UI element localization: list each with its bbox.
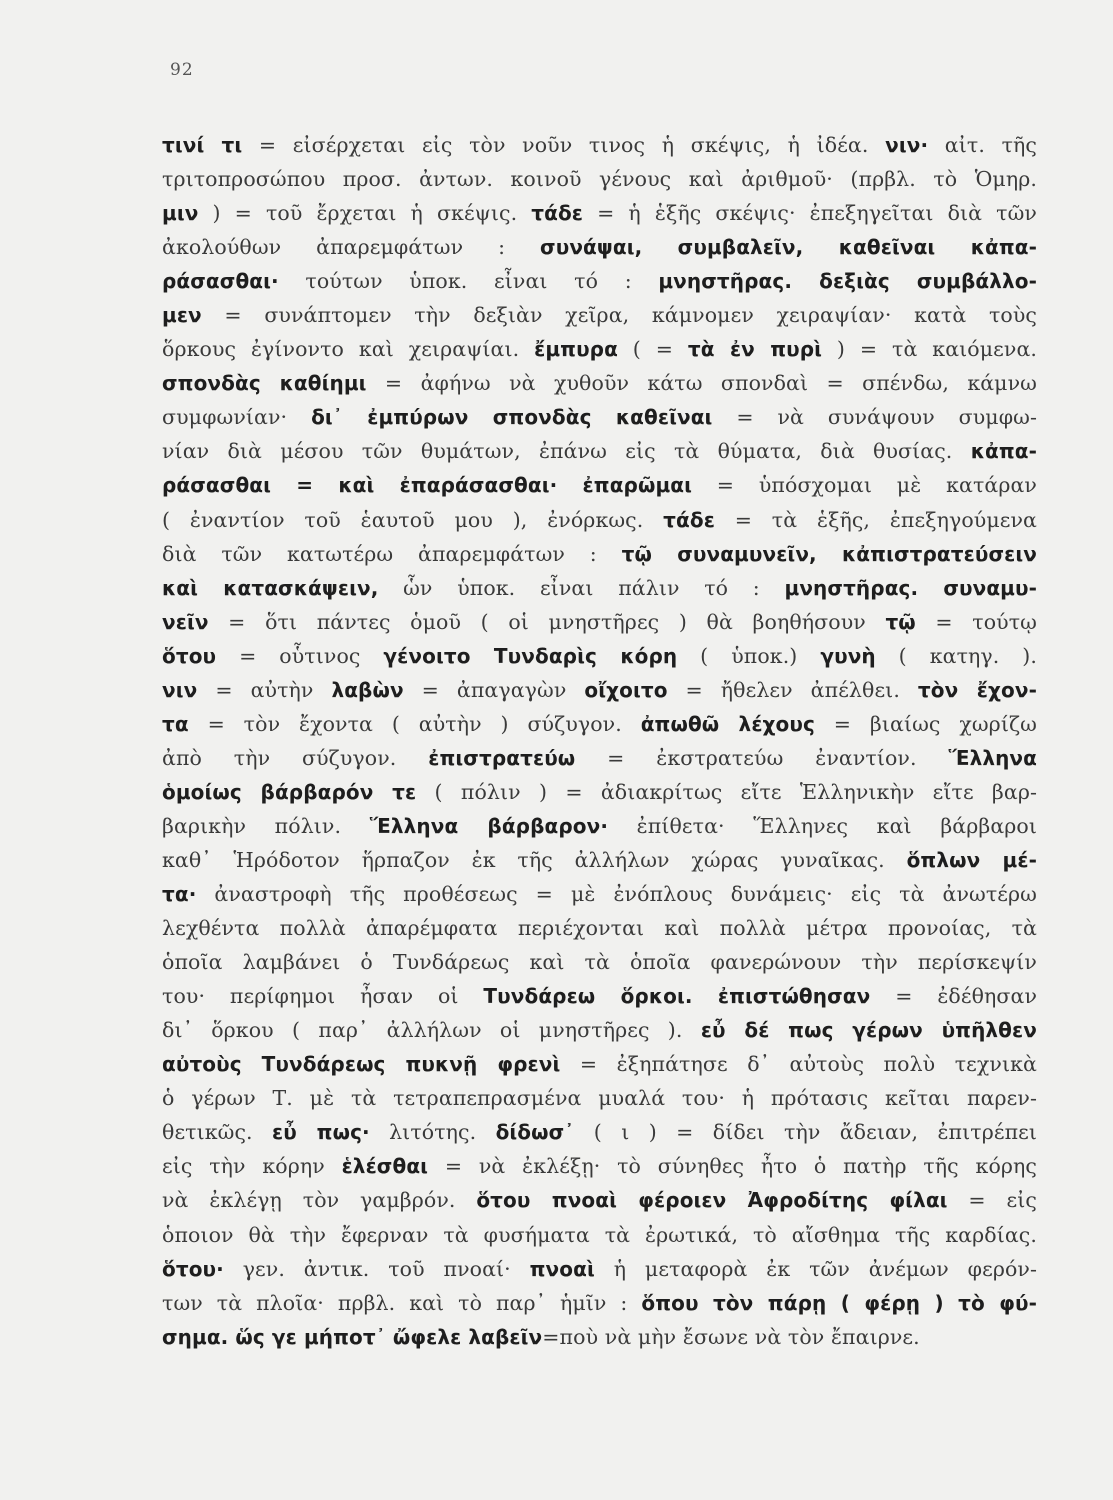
bold-lemma: ράσασθαι· [162, 269, 279, 294]
bold-lemma: νιν [162, 677, 198, 702]
text-line [162, 605, 1037, 639]
bold-lemma: μιν [162, 201, 199, 226]
text-line [162, 400, 1037, 434]
bold-lemma: σπονδὰς καθίημι [162, 371, 367, 396]
gloss-text: ( κατηγ. ). [875, 643, 1037, 668]
gloss-text: δι᾽ ὅρκου ( παρ᾽ ἀλλήλων οἱ μνηστῆρες ). [162, 1018, 701, 1043]
text-line [162, 1320, 1037, 1354]
text-line [162, 1183, 1037, 1217]
bold-lemma: τάδε [663, 507, 715, 532]
gloss-text: =ποὺ νὰ μὴν ἔσωνε νὰ τὸν ἔπαιρνε. [542, 1324, 920, 1349]
bold-lemma: οἴχοιτο [584, 677, 668, 702]
text-line [162, 1013, 1037, 1047]
bold-lemma: καὶ κατασκάψειν, [162, 575, 379, 600]
gloss-text: ἀναστροφὴ τῆς προθέσεως = μὲ ἐνόπλους δυνάμεις· εἰς τὰ ἀνωτέρω [196, 882, 1037, 907]
gloss-text: νὰ ἐκλέγῃ τὸν γαμβρόν. [162, 1188, 477, 1213]
gloss-text: ( = [617, 337, 688, 362]
text-line [162, 1218, 1037, 1252]
gloss-text: = τούτῳ [915, 609, 1037, 634]
gloss-text: ἐπίθετα· Ἕλληνες καὶ βάρβαροι [608, 813, 1037, 838]
bold-lemma: ὅτου πνοαὶ φέροιεν Ἀφροδίτης φίλαι [476, 1188, 948, 1213]
bold-lemma: δι᾽ ἐμπύρων σπονδὰς καθεῖναι [311, 405, 713, 430]
gloss-text: του· περίφημοι ἦσαν οἱ [162, 984, 484, 1009]
text-line [162, 537, 1037, 571]
gloss-text: διὰ τῶν κατωτέρω ἀπαρεμφάτων : [162, 541, 622, 566]
gloss-text: = νὰ συνάψουν συμφω- [712, 405, 1037, 430]
bold-lemma: ἀπωθῶ λέχους [640, 711, 815, 736]
text-line [162, 707, 1037, 741]
gloss-text: αἰτ. τῆς [928, 133, 1037, 157]
bold-lemma: γυνὴ [820, 643, 876, 668]
gloss-text: θετικῶς. [162, 1120, 273, 1145]
gloss-text: ὁποῖα λαμβάνει ὁ Τυνδάρεως καὶ τὰ ὁποῖα φανερώνουν τὴν περίσκεψίν [162, 950, 1037, 975]
bold-lemma: μνηστῆρας. δεξιὰς συμβάλλο- [658, 269, 1037, 294]
text-line [162, 1252, 1037, 1286]
text-line [162, 571, 1037, 605]
bold-lemma: Ἕλληνα [948, 745, 1037, 770]
gloss-text: λιτότης. [369, 1120, 496, 1145]
bold-lemma: Ἕλληνα βάρβαρον· [369, 813, 609, 838]
gloss-text: καθ᾽ Ἡρόδοτον ἥρπαζον ἐκ τῆς ἀλλήλων χώρας γυναῖκας. [162, 847, 907, 872]
text-line [162, 979, 1037, 1013]
gloss-text: = ἀφήνω νὰ χυθοῦν κάτω σπονδαὶ = σπένδω, κάμνω [366, 371, 1037, 396]
bold-lemma: τῷ συναμυνεῖν, κἀπιστρατεύσειν [621, 541, 1037, 566]
bold-lemma: λαβὼν [331, 677, 404, 702]
text-line [162, 162, 1037, 196]
text-line [162, 1149, 1037, 1183]
bold-lemma: μνηστῆρας. συναμυ- [784, 575, 1037, 600]
text-line [162, 332, 1037, 366]
gloss-text: = νὰ ἐκλέξῃ· τὸ σύνηθες ἦτο ὁ πατὴρ τῆς κόρης [428, 1154, 1037, 1179]
gloss-text: βαρικὴν πόλιν. [162, 813, 370, 838]
gloss-text: λεχθέντα πολλὰ ἀπαρέμφατα περιέχονται καὶ πολλὰ μέτρα προνοίας, τὰ [162, 916, 1037, 941]
gloss-text: = ἐκστρατεύω ἐναντίον. [575, 745, 949, 770]
text-line [162, 639, 1037, 673]
commentary-text [162, 128, 1037, 1354]
bold-lemma: κἀπα- [970, 439, 1037, 464]
gloss-text: ἀκολούθων ἀπαρεμφάτων : [162, 235, 541, 260]
gloss-text: ὧν ὑποκ. εἶναι πάλιν τό : [378, 575, 785, 600]
text-line [162, 1286, 1037, 1320]
text-line [162, 945, 1037, 979]
bold-lemma: νιν· [885, 133, 929, 157]
text-line [162, 843, 1037, 877]
gloss-text: = τὸν ἔχοντα ( αὐτὴν ) σύζυγον. [188, 711, 641, 736]
gloss-text: συμφωνίαν· [162, 405, 312, 430]
gloss-text: = ἤθελεν ἀπέλθει. [667, 677, 918, 702]
gloss-text: = ἡ ἑξῆς σκέψις· ἐπεξηγεῖται διὰ τῶν [583, 201, 1037, 226]
gloss-text: ( ι ) = δίδει τὴν ἄδειαν, ἐπιτρέπει [574, 1120, 1037, 1145]
text-line [162, 911, 1037, 945]
text-line [162, 230, 1037, 264]
page-number: 92 [170, 60, 194, 80]
gloss-text: = ὑπόσχομαι μὲ κατάραν [692, 473, 1037, 498]
gloss-text: = εἰσέρχεται εἰς τὸν νοῦν τινος ἡ σκέψις, ἡ ἰδέα. [242, 133, 886, 157]
gloss-text: ) = τὰ καιόμενα. [822, 337, 1037, 362]
bold-lemma: πνοαὶ [529, 1256, 595, 1281]
text-line [162, 775, 1037, 809]
gloss-text: ἀπὸ τὴν σύζυγον. [162, 745, 429, 770]
bold-lemma: εὖ δέ πως γέρων ὑπῆλθεν [700, 1018, 1037, 1043]
bold-lemma: μεν [162, 303, 202, 328]
bold-lemma: ὅτου [162, 643, 217, 668]
bold-lemma: δίδωσ᾽ [495, 1120, 575, 1145]
text-line [162, 128, 1037, 162]
text-line [162, 298, 1037, 332]
bold-lemma: νεῖν [162, 609, 209, 634]
bold-lemma: τῷ [885, 609, 916, 634]
gloss-text: = εἰς [947, 1188, 1037, 1213]
bold-lemma: τα· [162, 882, 197, 907]
gloss-text: ὁ γέρων Τ. μὲ τὰ τετραπεπρασμένα μυαλά του· ἡ πρότασις κεῖται παρεν- [162, 1086, 1037, 1111]
text-line [162, 434, 1037, 468]
gloss-text: τούτων ὑποκ. εἶναι τό : [278, 269, 659, 294]
text-line [162, 468, 1037, 502]
bold-lemma: τὸν ἔχον- [917, 677, 1037, 702]
text-line [162, 366, 1037, 400]
bold-lemma: ἔμπυρα [534, 337, 618, 362]
gloss-text: ( ἐναντίον τοῦ ἑαυτοῦ μου ), ἐνόρκως. [162, 507, 664, 532]
text-line [162, 809, 1037, 843]
bold-lemma: ὅπλων μέ- [906, 847, 1037, 872]
gloss-text: = οὗτινος [216, 643, 384, 668]
gloss-text: ( ὑποκ.) [677, 643, 821, 668]
bold-lemma: τάδε [531, 201, 584, 226]
gloss-text: νίαν διὰ μέσου τῶν θυμάτων, ἐπάνω εἰς τὰ θύματα, διὰ θυσίας. [162, 439, 971, 464]
text-line [162, 196, 1037, 230]
text-line [162, 1047, 1037, 1081]
bold-lemma: ἐπιστρατεύω [428, 745, 576, 770]
bold-lemma: εὖ πως· [272, 1120, 370, 1145]
gloss-text: ) = τοῦ ἔρχεται ἡ σκέψις. [198, 201, 532, 226]
gloss-text: = ὅτι πάντες ὁμοῦ ( οἱ μνηστῆρες ) θὰ βοηθήσουν [208, 609, 886, 634]
gloss-text: = τὰ ἑξῆς, ἐπεξηγούμενα [714, 507, 1037, 532]
gloss-text: εἰς τὴν κόρην [162, 1154, 342, 1179]
bold-lemma: συνάψαι, συμβαλεῖν, καθεῖναι κἀπα- [540, 235, 1037, 260]
text-line [162, 877, 1037, 911]
bold-lemma: ὁμοίως βάρβαρόν τε [162, 779, 417, 804]
gloss-text: τριτοπροσώπου προσ. ἀντων. κοινοῦ γένους καὶ ἀριθμοῦ· (πρβλ. τὸ Ὁμηρ. [162, 167, 1037, 192]
gloss-text: ὁποιον θὰ τὴν ἔφερναν τὰ φυσήματα τὰ ἐρωτικά, τὸ αἴσθημα τῆς καρδίας. [162, 1222, 1037, 1247]
text-line [162, 503, 1037, 537]
gloss-text: = αὐτὴν [197, 677, 332, 702]
gloss-text: ὅρκους ἐγίνοντο καὶ χειραψίαι. [162, 337, 535, 362]
bold-lemma: ράσασθαι = καὶ ἐπαράσασθαι· ἐπαρῶμαι [162, 473, 693, 498]
bold-lemma: σημα. ὥς γε μήποτ᾽ ὤφελε λαβεῖν [162, 1324, 543, 1349]
bold-lemma: αὐτοὺς Τυνδάρεως πυκνῇ φρενὶ [162, 1052, 561, 1077]
gloss-text: των τὰ πλοῖα· πρβλ. καὶ τὸ παρ᾽ ἡμῖν : [162, 1290, 642, 1315]
text-line [162, 673, 1037, 707]
gloss-text: = συνάπτομεν τὴν δεξιὰν χεῖρα, κάμνομεν χειραψίαν· κατὰ τοὺς [201, 303, 1037, 328]
bold-lemma: ὅτου· [162, 1256, 224, 1281]
bold-lemma: τὰ ἐν πυρὶ [687, 337, 823, 362]
text-line [162, 1081, 1037, 1115]
bold-lemma: τινί τι [162, 133, 243, 157]
gloss-text: = ἐξηπάτησε δ᾽ αὐτοὺς πολὺ τεχνικὰ [560, 1052, 1037, 1077]
gloss-text: ( πόλιν ) = ἀδιακρίτως εἴτε Ἑλληνικὴν εἴτε βαρ- [416, 779, 1037, 804]
bold-lemma: ὅπου τὸν πάρῃ ( φέρῃ ) τὸ φύ- [641, 1290, 1037, 1315]
bold-lemma: τα [162, 711, 189, 736]
gloss-text: = ἐδέθησαν [870, 984, 1037, 1009]
gloss-text: = βιαίως χωρίζω [814, 711, 1037, 736]
bold-lemma: γένοιτο Τυνδαρὶς κόρη [383, 643, 678, 668]
text-line [162, 1115, 1037, 1149]
bold-lemma: ἑλέσθαι [341, 1154, 429, 1179]
bold-lemma: Τυνδάρεω ὅρκοι. ἐπιστώθησαν [483, 984, 871, 1009]
text-line [162, 741, 1037, 775]
gloss-text: γεν. ἀντικ. τοῦ πνοαί· [223, 1256, 530, 1281]
gloss-text: ἡ μεταφορὰ ἐκ τῶν ἀνέμων φερόν- [594, 1256, 1037, 1281]
text-line [162, 264, 1037, 298]
gloss-text: = ἀπαγαγὼν [403, 677, 585, 702]
